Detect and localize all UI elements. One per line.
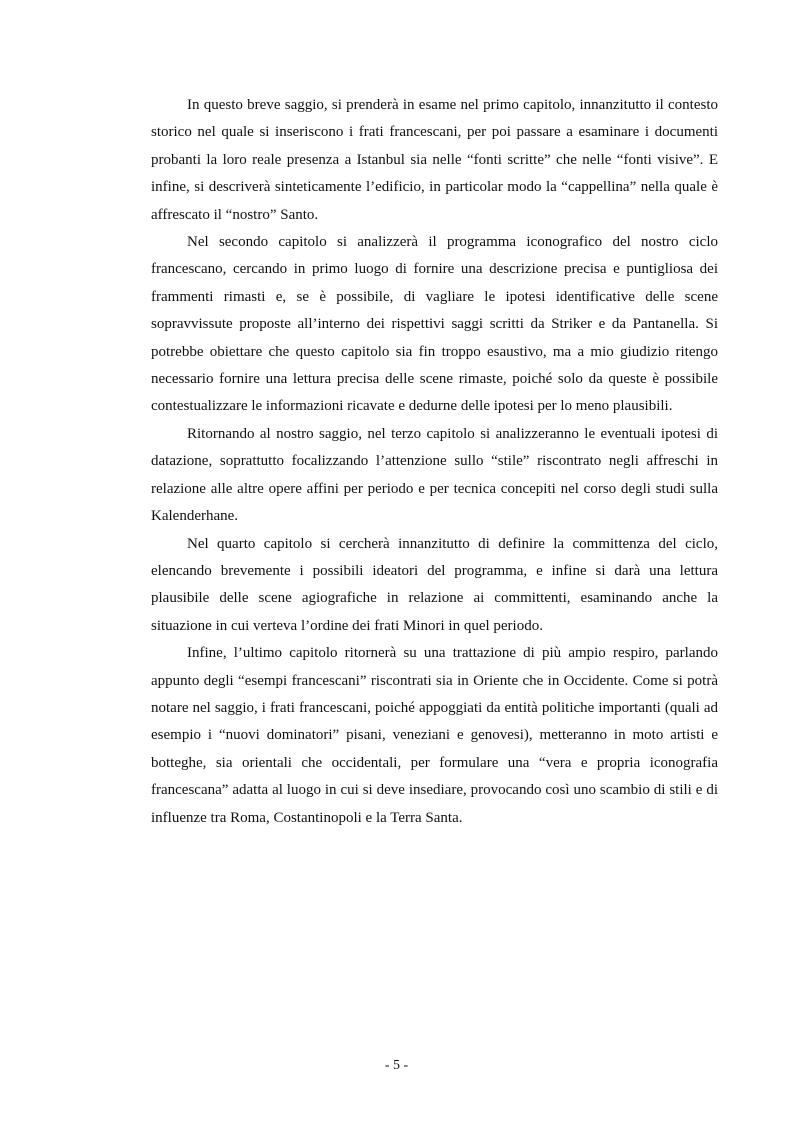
paragraph-1: In questo breve saggio, si prenderà in esame nel primo capitolo, innanzitutto il contesto storico nel quale si inseriscono i frati francescani, per poi passare a esaminare i documenti probanti la loro reale presenza a Istanbul sia nelle “fonti scritte” che nelle “fonti visive”. E infine, si descriverà sinteticamente l’edificio, in particolar modo la “cappellina” nella quale è affrescato il “nostro” Santo. xyxy=(151,97,718,223)
paragraph-3: Ritornando al nostro saggio, nel terzo capitolo si analizzeranno le eventuali ipotesi di datazione, soprattutto focalizzando l’attenzione sullo “stile” riscontrato negli affreschi in relazione alle altre opere affini per periodo e per tecnica concepiti nel corso degli studi sulla Kalenderhane. xyxy=(151,425,718,525)
body-text xyxy=(151,92,718,832)
page-number: - 5 - xyxy=(384,1058,409,1073)
paragraph-5: Infine, l’ultimo capitolo ritornerà su una trattazione di più ampio respiro, parlando appunto degli “esempi francescani” riscontrati sia in Oriente che in Occidente. Come si potrà notare nel saggio, i frati francescani, poiché appoggiati da entità politiche importanti (quali ad esempio i “nuovi dominatori” pisani, veneziani e genovesi), metteranno in moto artisti e botteghe, sia orientali che occidentali, per formulare una “vera e propria iconografia francescana” adatta al luogo in cui si deve insediare, provocando così uno scambio di stili e di influenze tra Roma, Costantinopoli e la Terra Santa. xyxy=(151,645,718,826)
paragraph-4: Nel quarto capitolo si cercherà innanzitutto di definire la committenza del ciclo, elencando brevemente i possibili ideatori del programma, e infine si darà una lettura plausibile delle scene agiografiche in relazione ai committenti, esaminando anche la situazione in cui verteva l’ordine dei frati Minori in quel periodo. xyxy=(151,535,718,634)
paragraph-2: Nel secondo capitolo si analizzerà il programma iconografico del nostro ciclo francescano, cercando in primo luogo di fornire una descrizione precisa e puntigliosa dei frammenti rimasti e, se è possibile, di vagliare le ipotesi identificative delle scene sopravvissute proposte all’interno dei rispettivi saggi scritti da Striker e da Pantanella. Si potrebbe obiettare che questo capitolo sia fin troppo esaustivo, ma a mio giudizio ritengo necessario fornire una lettura precisa delle scene rimaste, poiché solo da queste è possibile contestualizzare le informazioni ricavate e dedurne delle ipotesi per lo meno plausibili. xyxy=(151,234,718,415)
